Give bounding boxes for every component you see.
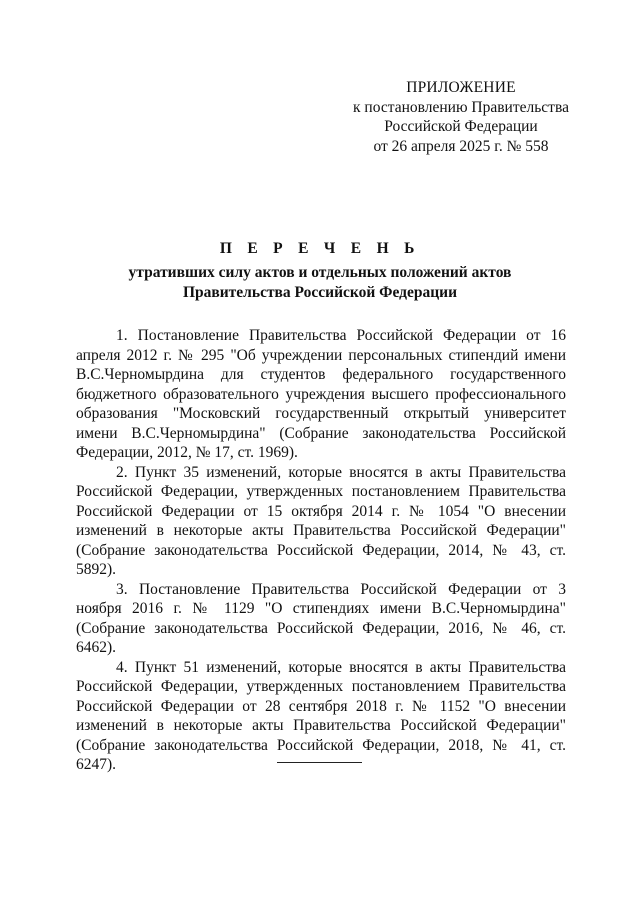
item-text: Постановление Правительства Российской Федерации от 16 апреля 2012 г. № 295 "Об учреждении персональных стипендий имени В.С.Черномырдина для студентов федерального государственного бюджетного образовательного учреждения высшего профессионального образования "Московский государственный открытый университет имени В.С.Черномырдина" (Собрание законодательства Российской Федерации, 2012, № 17, ст. 1969).: [76, 327, 567, 461]
appendix-title: ПРИЛОЖЕНИЕ: [406, 79, 516, 96]
item-number: 4.: [116, 658, 128, 676]
subtitle-line-2: Правительства Российской Федерации: [182, 283, 458, 301]
document-subtitle: [0, 263, 640, 302]
item-text: Пункт 35 изменений, которые вносятся в акты Правительства Российской Федерации, утвержденных постановлением Правительства Российской Федерации от 15 октября 2014 г. № 1054 "О внесении изменений в некоторые акты Правительства Российской Федерации" (Собрание законодательства Российской Федерации, 2014, № 43, ст. 5892).: [76, 463, 567, 578]
appendix-authority: Российской Федерации: [384, 118, 538, 135]
item-number: 1.: [116, 327, 128, 344]
appendix-date-number: от 26 апреля 2025 г. № 558: [373, 137, 549, 155]
list-body: [76, 326, 566, 775]
appendix-block: [320, 78, 602, 156]
item-text: Пункт 51 изменений, которые вносятся в акты Правительства Российской Федерации, утвержденных постановлением Правительства Российской Федерации от 28 сентября 2018 г. № 1152 "О внесении изменений в некоторые акты Правительства Российской Федерации" (Собрание законодательства Российской Федерации, 2018, № 41, ст. 6247).: [76, 658, 567, 773]
item-number: 3.: [116, 580, 128, 598]
item-number: 2.: [116, 463, 128, 481]
closing-rule: [277, 762, 362, 763]
list-item: [76, 326, 566, 463]
list-item: [76, 463, 566, 580]
appendix-reference: к постановлению Правительства: [353, 98, 569, 116]
list-item: [76, 658, 566, 775]
subtitle-line-1: утративших силу актов и отдельных положений актов: [128, 264, 512, 281]
item-text: Постановление Правительства Российской Федерации от 3 ноября 2016 г. № 1129 "О стипендиях имени В.С.Черномырдина" (Собрание законодательства Российской Федерации, 2016, № 46, ст. 6462).: [76, 580, 566, 656]
document-title: П Е Р Е Ч Е Н Ь: [219, 240, 421, 257]
list-item: [76, 580, 566, 658]
